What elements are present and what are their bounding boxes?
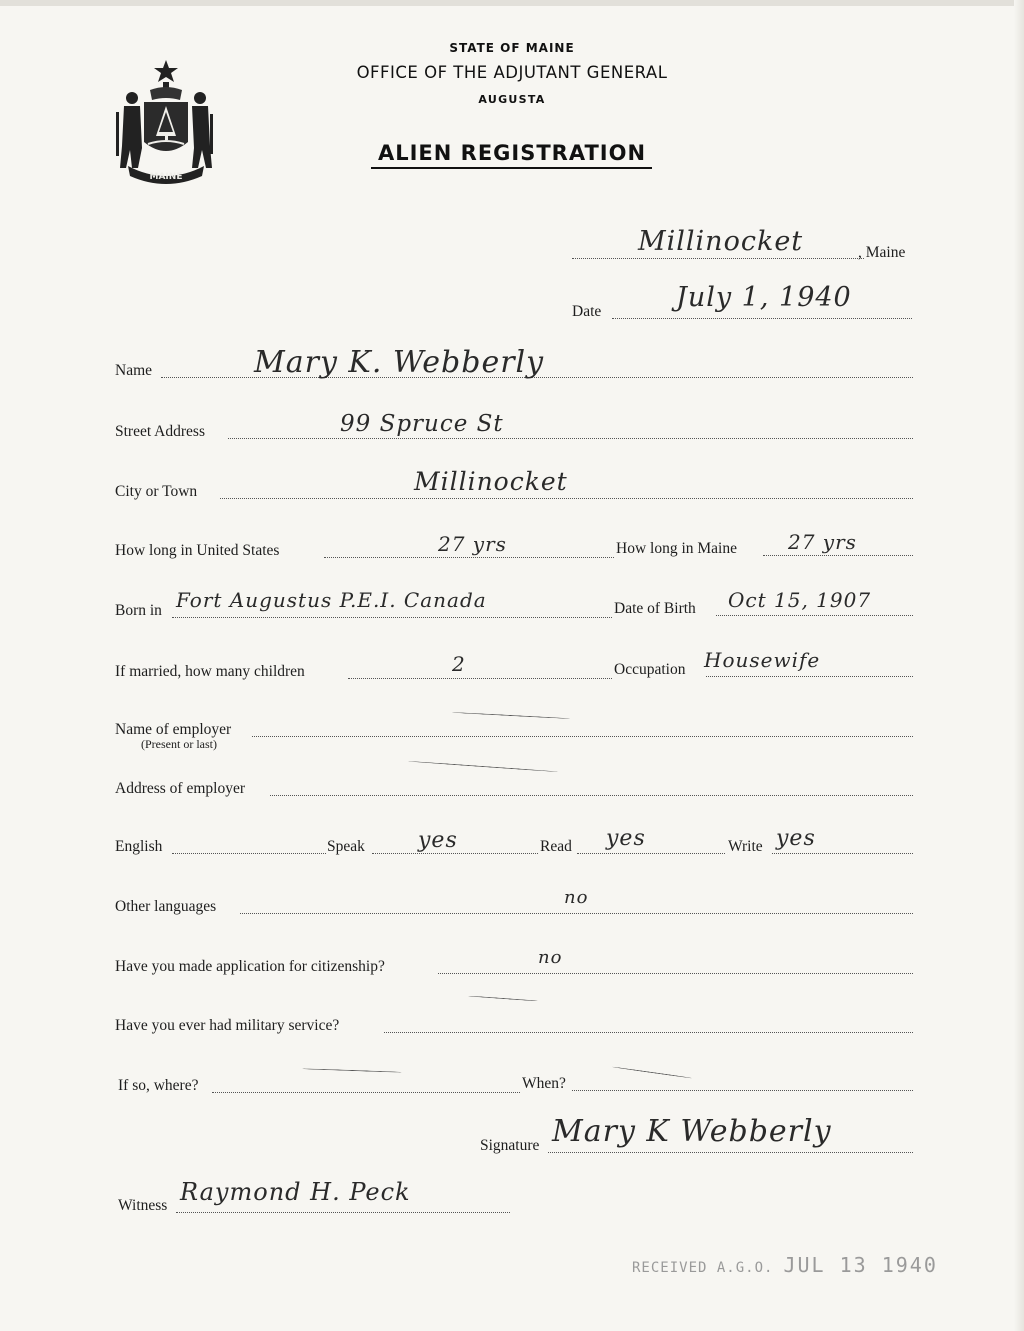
read-label: Read [540,838,572,855]
svg-text:MAINE: MAINE [149,172,183,182]
title-underline [371,167,652,169]
date-value: July 1, 1940 [676,282,852,313]
read-line [577,853,725,854]
employer-name-blank-dash [452,712,570,719]
stamp-date: JUL 13 1940 [783,1253,938,1277]
maine-state-seal-icon [110,56,222,186]
write-value: yes [776,826,816,851]
children-value: 2 [452,652,466,676]
children-label: If married, how many children [115,663,305,680]
stamp-received: RECEIVED A.G.O. [632,1260,774,1276]
name-label: Name [115,362,153,379]
header-state: STATE OF MAINE [449,41,575,55]
where-label: If so, where? [118,1077,199,1094]
when-line [572,1090,913,1091]
other-languages-label: Other languages [115,898,217,915]
maine-label: , Maine [858,244,906,261]
dob-value: Oct 15, 1907 [728,588,872,612]
where-line [212,1092,520,1093]
paper-edge-top [0,0,1024,6]
born-in-line [172,617,612,618]
children-line [348,678,612,679]
read-value: yes [606,826,646,851]
citizenship-label: Have you made application for citizenship? [115,958,385,975]
years-us-value: 27 yrs [438,532,507,556]
english-label: English [115,838,163,855]
dob-line [716,615,913,616]
english-line [172,853,326,854]
employer-address-label: Address of employer [115,780,245,797]
military-label: Have you ever had military service? [115,1017,340,1034]
other-languages-value: no [564,887,589,908]
born-in-value: Fort Augustus P.E.I. Canada [176,588,487,612]
date-field-line [612,318,912,319]
citizenship-line [438,973,913,974]
when-label: When? [522,1075,566,1092]
header-office: OFFICE OF THE ADJUTANT GENERAL [356,63,668,82]
speak-line [372,853,538,854]
how-long-maine-line [763,555,913,556]
how-long-maine-label: How long in Maine [616,540,737,557]
how-long-us-label: How long in United States [115,542,280,559]
employer-note: (Present or last) [141,737,217,751]
dob-label: Date of Birth [614,600,696,617]
speak-value: yes [418,828,458,853]
street-field-line [228,438,913,439]
other-languages-line [240,913,913,914]
military-blank-dash [468,996,538,1002]
where-blank-dash [302,1068,402,1072]
years-maine-value: 27 yrs [788,530,857,554]
citizenship-value: no [538,947,563,968]
name-value: Mary K. Webberly [254,345,545,380]
born-in-label: Born in [115,602,162,619]
form-title: ALIEN REGISTRATION [377,141,647,165]
received-stamp [632,1253,938,1277]
write-line [772,853,913,854]
signature-value: Mary K Webberly [552,1114,832,1149]
how-long-us-line [324,557,614,558]
occupation-line [706,676,913,677]
witness-value: Raymond H. Peck [180,1178,411,1206]
when-blank-dash [612,1066,691,1078]
occupation-value: Housewife [704,648,821,672]
signature-label: Signature [480,1137,540,1154]
paper-edge-right [1014,0,1024,1331]
header-city: AUGUSTA [478,93,546,106]
city-label: City or Town [115,483,198,500]
town-value: Millinocket [638,226,804,257]
write-label: Write [728,838,763,855]
city-value: Millinocket [414,467,568,496]
town-field-line [572,258,864,259]
witness-label: Witness [118,1197,168,1214]
street-value: 99 Spruce St [340,411,504,437]
employer-name-line [252,736,913,737]
street-label: Street Address [115,423,205,440]
occupation-label: Occupation [614,661,686,678]
witness-line [176,1212,510,1213]
date-label: Date [572,303,602,320]
city-field-line [220,498,913,499]
employer-address-blank-dash [408,761,558,772]
speak-label: Speak [327,838,365,855]
employer-name-label: Name of employer [115,721,232,738]
military-line [384,1032,913,1033]
signature-line [548,1152,913,1153]
employer-address-line [270,795,913,796]
